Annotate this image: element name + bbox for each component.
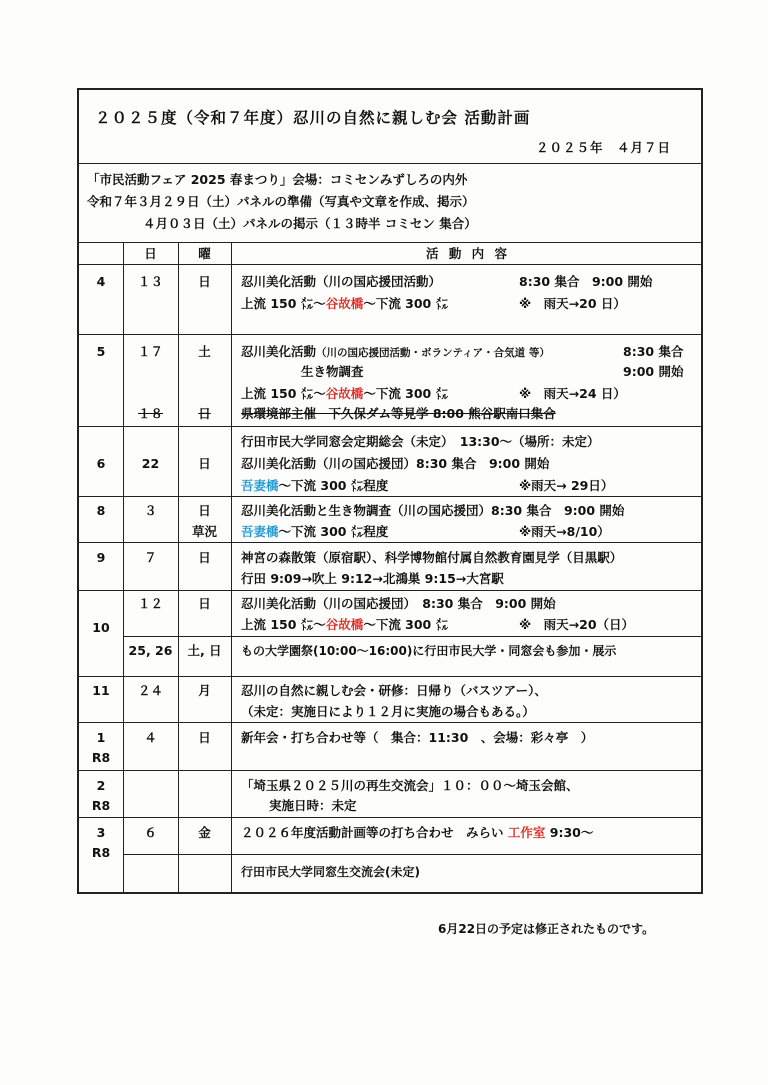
day-cell: 22 [141, 456, 160, 471]
weekday-cell: 日 [198, 550, 211, 565]
footnote: 6月22日の予定は修正されたものです。 [438, 922, 655, 936]
year-cell: R8 [91, 750, 111, 765]
activity-time: 8:30 集合 9:00 開始 [519, 274, 653, 289]
sub-row-line [123, 854, 701, 855]
activity-text: ２０２６年度活動計画等の打ち合わせ みらい 工作室 9:30～ [241, 825, 594, 840]
activity-route: 上流 150 ㍍～谷故橋～下流 300 ㍍ [241, 617, 449, 632]
activity-route: 吾妻橋～下流 300 ㍍程度 [241, 524, 389, 539]
month-cell: 2 [96, 778, 106, 793]
activity-plan-sheet [77, 88, 703, 894]
activity-text: 忍川美化活動（川の国応援団）8:30 集合 9:00 開始 [241, 456, 550, 471]
day-cell-cancelled: １８ [137, 406, 163, 421]
month-cell: 5 [96, 344, 106, 359]
row-line [79, 334, 701, 335]
row-line [79, 722, 701, 723]
row-line [79, 426, 701, 427]
day-cell: ４ [144, 730, 157, 745]
activity-text: 神宮の森散策（原宿駅）、科学博物館付属自然教育園見学（目黒駅） [241, 550, 623, 565]
fair-line-3: ４月０３日（土）パネルの掲示（１３時半 コミセン 集合） [143, 216, 477, 231]
header-weekday: 曜 [198, 246, 211, 261]
activity-subnote: （川の国応援団活動・ボランティア・合気道 等） [316, 347, 550, 359]
day-cell: 25, 26 [128, 643, 173, 658]
month-cell: 4 [96, 274, 106, 289]
activity-route: 行田 9:09→吹上 9:12→北鴻巣 9:15→大宮駅 [241, 571, 504, 586]
day-cell: ３ [144, 503, 157, 518]
weekday-cell: 金 [198, 825, 211, 840]
day-cell: ７ [144, 550, 157, 565]
activity-text: 忍川美化活動と生き物調査（川の国応援団）8:30 集合 9:00 開始 [241, 503, 625, 518]
activity-route: 上流 150 ㍍～谷故橋～下流 300 ㍍ [241, 296, 449, 311]
weekday-cell: 日 [198, 730, 211, 745]
rain-note: ※ 雨天→20（日） [519, 617, 635, 632]
month-cell: 3 [96, 825, 106, 840]
month-cell: 11 [92, 683, 110, 698]
col-line [178, 242, 179, 894]
activity-text: 忍川美化活動（川の国応援団活動・ボランティア・合気道 等） [241, 344, 550, 359]
fair-line-1: 「市民活動フェア 2025 春まつり」会場：コミセンみずしろの内外 [87, 172, 468, 187]
bridge-name: 吾妻橋 [241, 478, 279, 493]
weekday-cell: 日 [198, 274, 211, 289]
divider [79, 163, 701, 164]
row-line [79, 676, 701, 677]
rain-note: ※ 雨天→24 日） [519, 386, 626, 401]
activity-text: （未定：実施日により１２月に実施の場合もある。） [241, 704, 535, 719]
col-line [123, 242, 124, 894]
day-cell: １３ [137, 274, 163, 289]
bridge-name: 谷故橋 [325, 386, 364, 401]
sub-row-line [123, 636, 701, 637]
rain-note: ※ 雨天→20 日） [519, 296, 626, 311]
activity-route: 上流 150 ㍍～谷故橋～下流 300 ㍍ [241, 386, 449, 401]
activity-text: もの大学園祭(10:00～16:00)に行田市民大学・同窓会も参加・展示 [241, 644, 617, 658]
fair-line-2: 令和７年３月２９日（土）パネルの準備（写真や文章を作成、掲示） [87, 194, 475, 209]
activity-text: 行田市民大学同窓生交流会(未定) [241, 865, 420, 879]
activity-text: 忍川の自然に親しむ会・研修：日帰り（バスツアー）、 [241, 683, 547, 698]
header-line [79, 264, 701, 265]
day-cell: ２４ [137, 683, 163, 698]
weekday-note: 草況 [191, 524, 217, 539]
rain-note: ※雨天→ 29日） [519, 478, 614, 493]
activity-text: 忍川美化活動（川の国応援団活動） [241, 274, 442, 289]
year-cell: R8 [91, 845, 111, 860]
row-line [79, 590, 701, 591]
weekday-cell: 日 [198, 596, 211, 611]
row-line [79, 817, 701, 818]
month-cell: 6 [96, 456, 106, 471]
month-cell: 9 [96, 550, 106, 565]
day-cell: １７ [137, 344, 163, 359]
document-date: ２０２５年 ４月７日 [535, 140, 671, 155]
weekday-cell: 土 [198, 344, 211, 359]
weekday-cell: 月 [198, 683, 211, 698]
year-cell: R8 [91, 798, 111, 813]
table-top-line [79, 242, 701, 243]
activity-cancelled: 県環境部主催 下久保ダム等見学 8:00 熊谷駅南口集合 [241, 406, 556, 421]
header-day: 日 [144, 246, 157, 261]
header-content: 活 動 内 容 [425, 246, 511, 261]
activity-time: 9:00 開始 [623, 364, 684, 379]
bridge-name: 谷故橋 [325, 296, 364, 311]
col-line [231, 242, 232, 894]
weekday-cell: 日 [198, 503, 211, 518]
month-cell: 8 [96, 503, 106, 518]
weekday-cell-cancelled: 日 [198, 406, 211, 421]
activity-text: 生き物調査 [301, 364, 364, 379]
month-cell: 10 [92, 620, 110, 635]
weekday-cell: 日 [198, 456, 211, 471]
activity-time: 8:30 集合 [623, 344, 684, 359]
activity-text: 「埼玉県２０２５川の再生交流会」１０：００～埼玉会館、 [241, 778, 579, 793]
day-cell: １２ [137, 596, 163, 611]
rain-note: ※雨天→8/10） [519, 524, 610, 539]
row-line [79, 496, 701, 497]
month-cell: 1 [96, 730, 106, 745]
venue-room: 工作室 [507, 825, 546, 840]
activity-route: 吾妻橋～下流 300 ㍍程度 [241, 478, 389, 493]
activity-text: 新年会・打ち合わせ等（ 集合：11:30 、会場：彩々亭 ） [241, 730, 594, 745]
activity-text: 行田市民大学同窓会定期総会（未定） 13:30～（場所：未定） [241, 434, 600, 449]
bridge-name: 谷故橋 [325, 617, 364, 632]
row-line [79, 770, 701, 771]
day-cell: ６ [144, 825, 157, 840]
row-line [79, 542, 701, 543]
page-title: ２０２５度（令和７年度）忍川の自然に親しむ会 活動計画 [95, 109, 531, 127]
activity-text: 実施日時：未定 [269, 798, 357, 813]
activity-text: 忍川美化活動（川の国応援団） 8:30 集合 9:00 開始 [241, 596, 556, 611]
bridge-name: 吾妻橋 [241, 524, 279, 539]
weekday-cell: 土, 日 [187, 643, 222, 658]
